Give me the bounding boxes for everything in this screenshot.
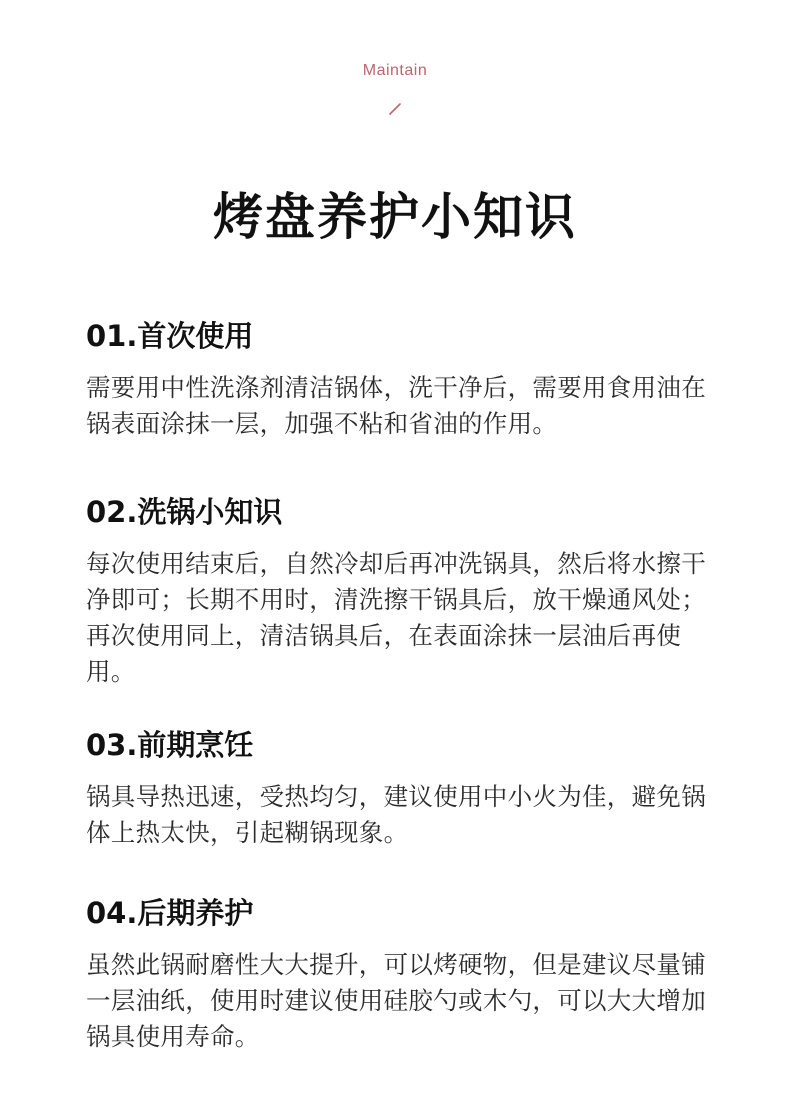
section-body: 锅具导热迅速，受热均匀，建议使用中小火为佳，避免锅体上热太快，引起糊锅现象。 <box>86 782 706 847</box>
section-heading: 02.洗锅小知识 <box>86 495 283 529</box>
eyebrow-label: Maintain <box>362 62 428 79</box>
section-body: 每次使用结束后，自然冷却后再冲洗锅具，然后将水擦干净即可；长期不用时，清洗擦干锅具后，放干燥通风处；再次使用同上，清洁锅具后，在表面涂抹一层油后再使用。 <box>86 549 706 686</box>
section-heading: 03.前期烹饪 <box>86 728 254 762</box>
section-heading: 04.后期养护 <box>86 896 254 930</box>
section-early-cooking <box>86 725 706 851</box>
section-heading: 01.首次使用 <box>86 319 254 353</box>
section-body: 虽然此锅耐磨性大大提升，可以烤硬物，但是建议尽量铺一层油纸，使用时建议使用硅胶勺或木勺，可以大大增加锅具使用寿命。 <box>86 950 706 1051</box>
section-first-use <box>86 316 706 442</box>
slash-divider-icon <box>389 103 401 115</box>
page-title: 烤盘养护小知识 <box>213 187 577 246</box>
section-washing-tips <box>86 492 706 690</box>
section-body: 需要用中性洗涤剂清洁锅体，洗干净后，需要用食用油在锅表面涂抹一层，加强不粘和省油的作用。 <box>86 373 706 438</box>
section-later-maintenance <box>86 893 706 1055</box>
